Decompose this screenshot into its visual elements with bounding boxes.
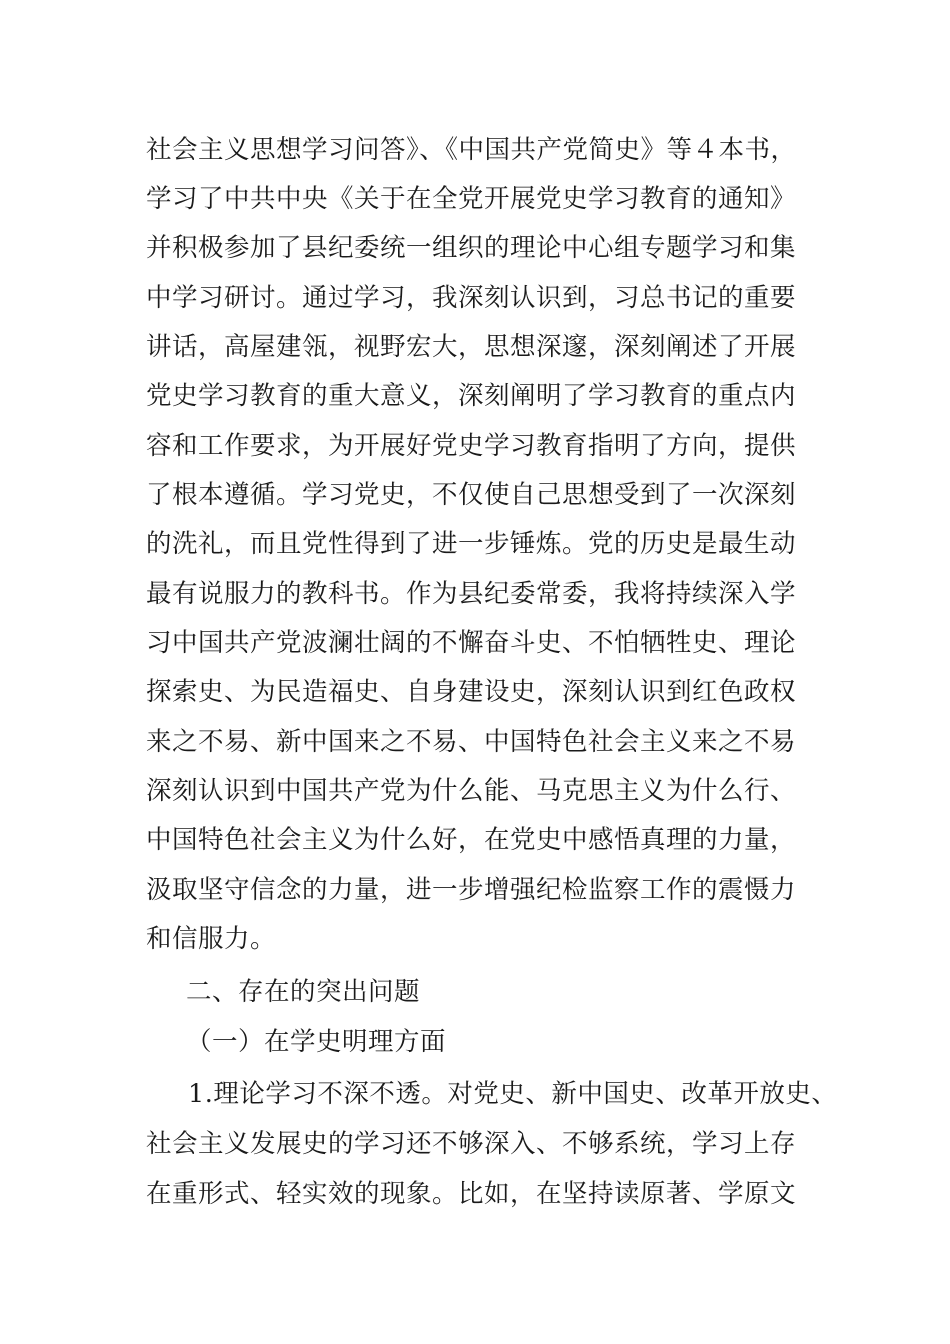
paragraph-line: 1.理论学习不深不透。对党史、新中国史、改革开放史、 [188,1079,838,1109]
paragraph-line: 汲取坚守信念的力量，进一步增强纪检监察工作的震慑力 [146,875,797,905]
paragraph-line: 在重形式、轻实效的现象。比如，在坚持读原著、学原文 [146,1179,797,1209]
paragraph-line: 和信服力。 [146,924,277,954]
section-heading: 二、存在的突出问题 [186,977,421,1007]
paragraph-line: 了根本遵循。学习党史，不仅使自己思想受到了一次深刻 [146,480,797,510]
paragraph-line: 来之不易、新中国来之不易、中国特色社会主义来之不易 [146,727,797,757]
paragraph-line: 中学习研讨。通过学习，我深刻认识到，习总书记的重要 [146,283,797,313]
paragraph-line: 的洗礼，而且党性得到了进一步锤炼。党的历史是最生动 [146,529,797,559]
paragraph-line: 中国特色社会主义为什么好，在党史中感悟真理的力量， [146,825,797,855]
paragraph-line: 党史学习教育的重大意义，深刻阐明了学习教育的重点内 [146,381,797,411]
paragraph-line: 习中国共产党波澜壮阔的不懈奋斗史、不怕牺牲史、理论 [146,628,797,658]
paragraph-line: 讲话，高屋建瓴，视野宏大，思想深邃，深刻阐述了开展 [146,332,797,362]
paragraph-line: 探索史、为民造福史、自身建设史，深刻认识到红色政权 [146,677,797,707]
paragraph-line: 深刻认识到中国共产党为什么能、马克思主义为什么行、 [146,776,797,806]
subsection-heading: （一）在学史明理方面 [186,1027,447,1057]
paragraph-line: 最有说服力的教科书。作为县纪委常委，我将持续深入学 [146,579,797,609]
paragraph-line: 学习了中共中央《关于在全党开展党史学习教育的通知》 [146,184,797,214]
paragraph-line: 容和工作要求，为开展好党史学习教育指明了方向，提供 [146,431,797,461]
paragraph-line: 社会主义发展史的学习还不够深入、不够系统，学习上存 [146,1129,797,1159]
paragraph-line: 并积极参加了县纪委统一组织的理论中心组专题学习和集 [146,233,797,263]
paragraph-line: 社会主义思想学习问答》、《中国共产党简史》等４本书， [146,135,797,165]
